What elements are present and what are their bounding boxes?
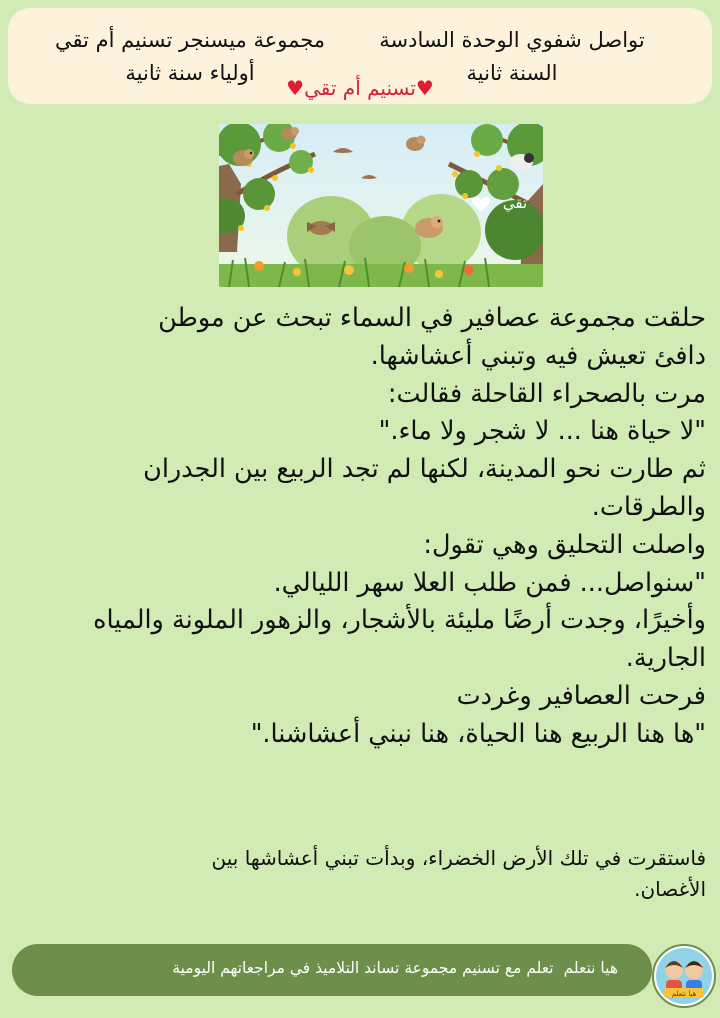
- footer-brand: هيا نتعلم: [563, 959, 618, 977]
- story-line: والطرقات.: [591, 491, 706, 522]
- story-line: ثم طارت نحو المدينة، لكنها لم تجد الربيع بين الجدران: [143, 454, 706, 485]
- footer-text: [172, 959, 618, 977]
- header-author-label: تسنيم أم تقي: [304, 76, 416, 100]
- story-line: واصلت التحليق وهي تقول:: [423, 529, 706, 560]
- heart-icon: ♥: [286, 76, 305, 100]
- story-line: "ها هنا الربيع هنا الحياة، هنا نبني أعشاشنا.": [250, 718, 706, 749]
- header-group-line1: مجموعة ميسنجر تسنيم أم تقي: [54, 28, 326, 52]
- story-line: وأخيرًا، وجدت أرضًا مليئة بالأشجار، والزهور الملونة والمياه: [93, 605, 706, 636]
- header-panel: [8, 8, 712, 104]
- story-line: "سنواصل... فمن طلب العلا سهر الليالي.: [273, 567, 706, 598]
- story-line: دافئ تعيش فيه وتبني أعشاشها.: [370, 340, 706, 371]
- ending-line1: فاستقرت في تلك الأرض الخضراء، وبدأت تبني أعشاشها بين: [211, 846, 706, 870]
- story-line: مرت بالصحراء القاحلة فقالت:: [387, 378, 706, 409]
- story-illustration: [219, 124, 543, 287]
- ending-line2: الأغصان.: [634, 877, 706, 901]
- kids-logo-icon: [652, 944, 716, 1008]
- heart-icon: ♥: [415, 76, 434, 100]
- story-line: فرحت العصافير وغردت: [456, 680, 706, 711]
- logo-text: هيا نتعلم: [671, 990, 697, 998]
- header-lesson-line1: تواصل شفوي الوحدة السادسة: [379, 28, 645, 52]
- story-line: "لا حياة هنا ... لا شجر ولا ماء.": [378, 416, 706, 447]
- story-text: [14, 300, 706, 754]
- header-lesson-line2: السنة ثانية: [466, 61, 558, 85]
- story-ending: [46, 843, 706, 905]
- header-group-line2: أولياء سنة ثانية: [125, 61, 255, 85]
- brand-logo: [652, 944, 716, 1008]
- story-line: حلقت مجموعة عصافير في السماء تبحث عن موطن: [158, 303, 706, 333]
- footer-tagline: تعلم مع تسنيم مجموعة تساند التلاميذ في مراجعاتهم اليومية: [172, 959, 554, 977]
- illustration-watermark: تقي: [502, 194, 528, 212]
- spring-birds-illustration: [219, 124, 543, 287]
- footer-bar: [12, 944, 652, 996]
- story-line: الجارية.: [625, 643, 706, 674]
- header-author: [8, 76, 712, 100]
